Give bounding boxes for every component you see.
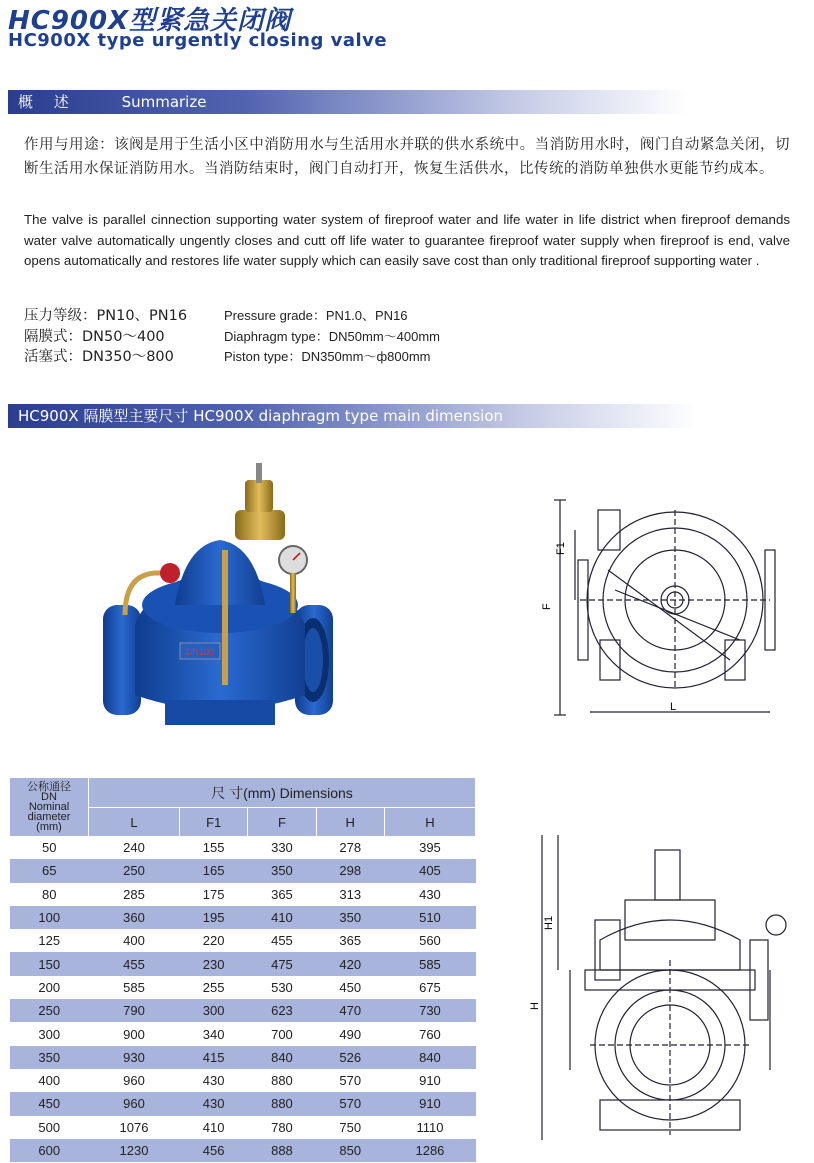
- table-cell: 500: [38, 1119, 61, 1135]
- table-cell: 780: [271, 1119, 293, 1135]
- spec-en-diaphragm: Diaphragm type：DN50mm～400mm: [224, 328, 441, 344]
- table-cell: 175: [202, 886, 225, 902]
- table-cell: 930: [89, 1046, 180, 1069]
- dimensions-header: 尺 寸(mm) Dimensions: [89, 778, 476, 808]
- label-h1: H1: [543, 915, 555, 930]
- table-row: [10, 859, 476, 882]
- table-cell: 880: [271, 1073, 293, 1089]
- drawing-top-view: [540, 490, 780, 725]
- table-row: [10, 1139, 476, 1162]
- table-cell: 450: [339, 979, 362, 995]
- table-cell: 1230: [89, 1139, 180, 1162]
- table-cell: 623: [248, 999, 316, 1022]
- label-l: L: [670, 701, 677, 713]
- drawing-side-view: [530, 830, 800, 1145]
- table-cell: 400: [38, 1073, 61, 1089]
- table-cell: 490: [339, 1026, 362, 1042]
- table-cell: 250: [89, 859, 180, 882]
- dimension-section-label: HC900X 隔膜型主要尺寸 HC900X diaphragm type main dimension: [18, 407, 504, 425]
- summary-section-bar: [8, 90, 688, 114]
- dimension-table-body: [10, 836, 476, 1162]
- table-cell: 900: [123, 1026, 145, 1042]
- table-cell: 50: [42, 840, 57, 856]
- dimension-section-bar: [8, 404, 698, 428]
- table-cell: 298: [316, 859, 384, 882]
- table-cell: 790: [89, 999, 180, 1022]
- table-cell: 285: [123, 886, 145, 902]
- table-row: [10, 952, 476, 975]
- table-cell: 220: [202, 933, 225, 949]
- table-cell: 570: [339, 1073, 362, 1089]
- summary-label-cn: 概 述: [18, 93, 77, 111]
- summary-text-en: The valve is parallel cinnection supporting water system of fireproof water and life water in life district when fireproof demands water valve automatically ungently closes and cutt off life water to guarantee fireproof water supply when fireproof is end, valve opens automatically and restores life water supply which can easily save cost than only traditional fireproof supporting water .: [24, 212, 790, 268]
- page-title-cn: HC900X型紧急关闭阀: [8, 6, 292, 36]
- table-cell: 760: [419, 1026, 441, 1042]
- table-cell: 530: [271, 979, 293, 995]
- table-cell: 100: [10, 906, 89, 929]
- table-cell: 960: [123, 1073, 145, 1089]
- table-cell: 1286: [384, 1139, 475, 1162]
- table-row: [10, 836, 476, 859]
- table-cell: 165: [180, 859, 248, 882]
- table-row: [10, 976, 476, 999]
- spec-cn-diaphragm: 隔膜式：DN50～400: [24, 328, 165, 345]
- table-cell: 400: [123, 933, 145, 949]
- table-row: [10, 1092, 476, 1115]
- table-row: [10, 929, 476, 952]
- table-cell: 560: [419, 933, 441, 949]
- table-cell: 1110: [416, 1119, 444, 1135]
- col-h: H: [384, 808, 475, 837]
- table-row: [10, 883, 476, 906]
- table-cell: 585: [123, 979, 145, 995]
- table-cell: 888: [248, 1139, 316, 1162]
- table-cell: 300: [38, 1026, 61, 1042]
- table-cell: 230: [180, 952, 248, 975]
- table-cell: 430: [180, 1092, 248, 1115]
- table-cell: 350: [248, 859, 316, 882]
- col-l: L: [89, 808, 180, 837]
- table-cell: 1076: [119, 1119, 149, 1135]
- summary-text-cn: 作用与用途：该阀是用于生活小区中消防用水与生活用水并联的供水系统中。当消防用水时，阀门自动紧急关闭，切断生活用水保证消防用水。当消防结束时，阀门自动打开，恢复生活供水，比传统的消防单独供水更能节约成本。: [24, 137, 790, 177]
- table-cell: 360: [89, 906, 180, 929]
- table-cell: 750: [339, 1119, 362, 1135]
- table-cell: 240: [123, 840, 145, 856]
- table-cell: 675: [419, 979, 441, 995]
- table-cell: 910: [419, 1073, 441, 1089]
- table-cell: 430: [419, 886, 441, 902]
- summary-label-en: Summarize: [121, 93, 207, 111]
- table-cell: 340: [202, 1026, 225, 1042]
- page-title-en: HC900X type urgently closing valve: [8, 30, 388, 51]
- table-cell: 65: [10, 859, 89, 882]
- table-cell: 410: [202, 1119, 225, 1135]
- dn-header: 公称通径 DN Nominal diameter (mm): [10, 778, 89, 836]
- table-cell: 470: [316, 999, 384, 1022]
- table-row: [10, 1069, 476, 1092]
- label-h: H: [530, 1002, 541, 1010]
- table-cell: 155: [202, 840, 225, 856]
- table-cell: 350: [10, 1046, 89, 1069]
- table-cell: 526: [316, 1046, 384, 1069]
- table-cell: 200: [38, 979, 61, 995]
- table-cell: 455: [271, 933, 293, 949]
- table-cell: 600: [10, 1139, 89, 1162]
- table-cell: 350: [316, 906, 384, 929]
- table-row: [10, 906, 476, 929]
- table-cell: 475: [248, 952, 316, 975]
- dimension-table: [10, 778, 476, 1162]
- table-cell: 313: [339, 886, 362, 902]
- table-row: [10, 1046, 476, 1069]
- table-cell: 850: [316, 1139, 384, 1162]
- table-row: [10, 999, 476, 1022]
- table-cell: 250: [10, 999, 89, 1022]
- specs-en: [224, 306, 440, 368]
- table-cell: 405: [384, 859, 475, 882]
- table-cell: 960: [89, 1092, 180, 1115]
- spec-en-pressure: Pressure grade：PN1.0、PN16: [224, 308, 408, 323]
- spec-cn-piston: 活塞式：DN350～800: [24, 349, 174, 365]
- table-cell: 278: [339, 840, 362, 856]
- table-cell: 410: [248, 906, 316, 929]
- table-cell: 840: [248, 1046, 316, 1069]
- table-cell: 125: [38, 933, 61, 949]
- table-cell: 570: [316, 1092, 384, 1115]
- col-f1: F1: [180, 808, 248, 837]
- table-cell: 700: [271, 1026, 293, 1042]
- table-cell: 840: [384, 1046, 475, 1069]
- valve-photo: [95, 455, 345, 745]
- table-row: [10, 1022, 476, 1045]
- table-cell: 455: [89, 952, 180, 975]
- table-cell: 300: [180, 999, 248, 1022]
- table-cell: 80: [42, 886, 57, 902]
- table-cell: 420: [316, 952, 384, 975]
- table-cell: 395: [419, 840, 441, 856]
- specs-cn: [24, 306, 187, 368]
- table-row: [10, 1116, 476, 1139]
- table-cell: 585: [384, 952, 475, 975]
- table-cell: 150: [10, 952, 89, 975]
- table-cell: 730: [384, 999, 475, 1022]
- spec-en-piston: Piston type：DN350mm～ф800mm: [224, 349, 431, 364]
- col-h1: H: [316, 808, 384, 837]
- table-cell: 255: [202, 979, 225, 995]
- table-cell: 365: [271, 886, 293, 902]
- table-cell: 430: [202, 1073, 225, 1089]
- table-cell: 880: [248, 1092, 316, 1115]
- label-f1: F1: [555, 542, 567, 555]
- table-cell: 415: [180, 1046, 248, 1069]
- table-cell: 195: [180, 906, 248, 929]
- label-f: F: [541, 603, 553, 610]
- table-cell: 456: [180, 1139, 248, 1162]
- svg-text:DN100: DN100: [185, 647, 215, 657]
- table-cell: 510: [384, 906, 475, 929]
- table-cell: 910: [384, 1092, 475, 1115]
- col-f: F: [248, 808, 316, 837]
- table-cell: 450: [10, 1092, 89, 1115]
- table-cell: 365: [339, 933, 362, 949]
- spec-cn-pressure: 压力等级：PN10、PN16: [24, 308, 188, 324]
- table-cell: 330: [271, 840, 293, 856]
